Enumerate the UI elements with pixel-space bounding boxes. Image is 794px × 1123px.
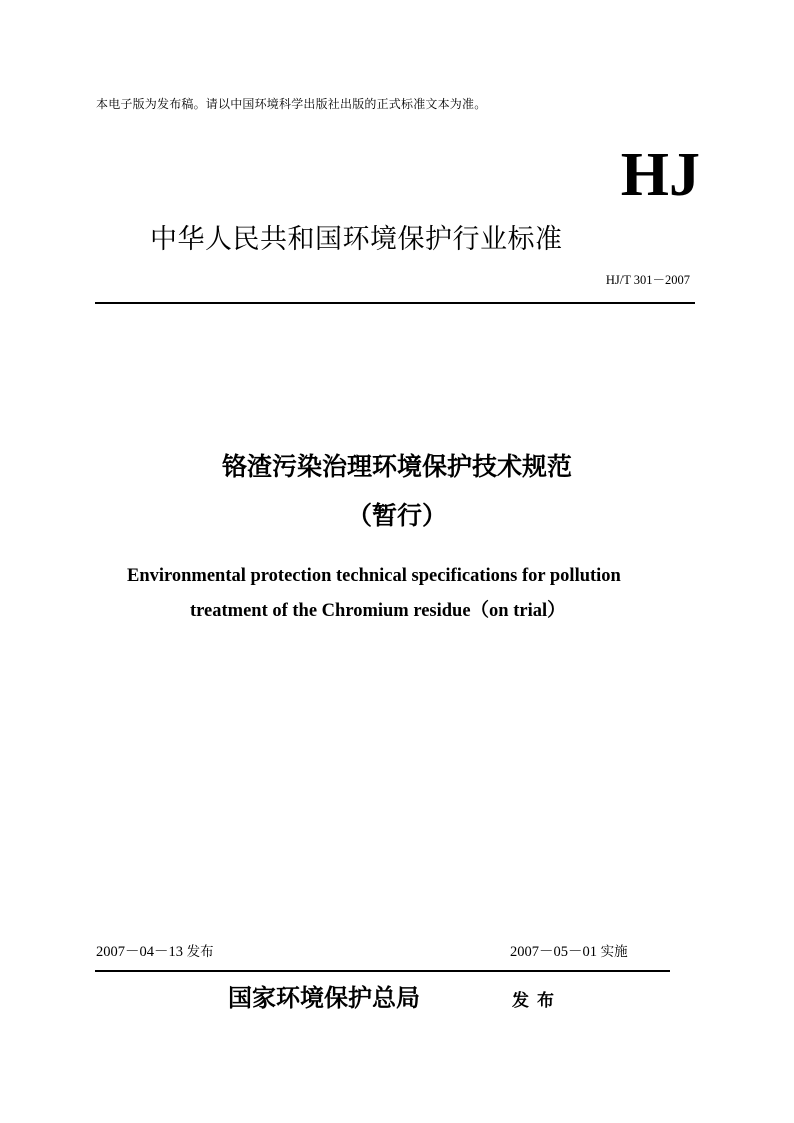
bottom-divider: [95, 970, 670, 972]
implement-date: 2007－05－01: [510, 944, 597, 960]
implement-date-block: [510, 940, 628, 961]
document-title-en-line1: Environmental protection technical specifications for pollution: [127, 566, 621, 586]
document-title-cn: 铬渣污染治理环境保护技术规范: [221, 452, 572, 481]
issue-date: 2007－04－13: [96, 944, 183, 960]
document-title-en-line2: treatment of the Chromium residue（on trial）: [190, 601, 566, 621]
issue-label: 发布: [186, 944, 214, 960]
industry-standard-title: 中华人民共和国环境保护行业标准: [150, 224, 563, 255]
issue-date-block: [96, 940, 214, 961]
publisher-name: 国家环境保护总局: [228, 984, 420, 1012]
standard-code-mark: HJ: [620, 141, 700, 209]
publish-label: 发布: [512, 991, 562, 1011]
top-divider: [95, 302, 695, 304]
notice-text: 本电子版为发布稿。请以中国环境科学出版社出版的正式标准文本为准。: [96, 97, 487, 111]
standard-number: HJ/T 301－2007: [605, 273, 690, 287]
document-subtitle-cn: （暂行）: [346, 501, 447, 530]
implement-label: 实施: [600, 944, 628, 960]
